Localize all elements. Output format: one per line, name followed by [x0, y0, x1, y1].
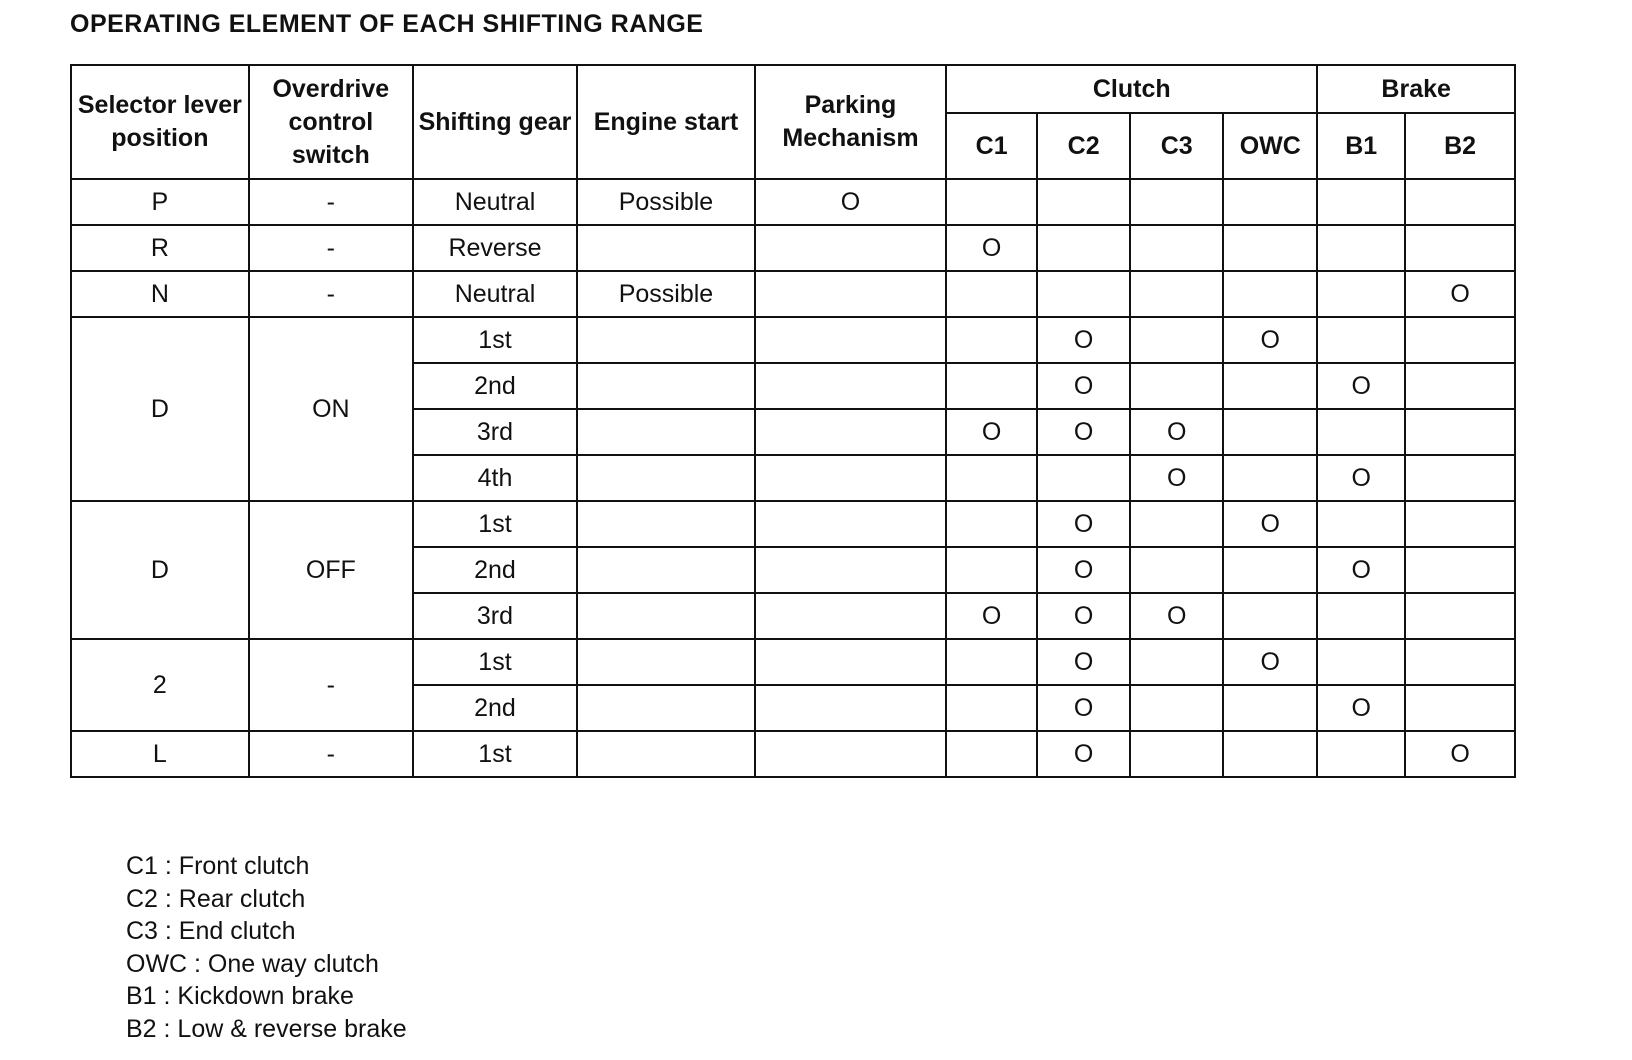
cell-b1 — [1317, 225, 1405, 271]
legend-item-b2: B2 : Low & reverse brake — [126, 1014, 407, 1043]
cell-c1 — [946, 731, 1037, 777]
cell-c2: O — [1037, 409, 1130, 455]
legend-item-c2: C2 : Rear clutch — [126, 884, 306, 913]
cell-gear: 2nd — [413, 685, 577, 731]
cell-parking — [755, 593, 946, 639]
cell-b2 — [1405, 225, 1515, 271]
header-owc: OWC — [1223, 113, 1317, 179]
header-c3: C3 — [1130, 113, 1223, 179]
cell-overdrive: ON — [249, 317, 413, 501]
cell-c3: O — [1130, 593, 1223, 639]
cell-gear: 1st — [413, 317, 577, 363]
cell-overdrive: - — [249, 271, 413, 317]
cell-gear: 1st — [413, 731, 577, 777]
cell-c2: O — [1037, 363, 1130, 409]
cell-gear: 1st — [413, 639, 577, 685]
cell-b1 — [1317, 271, 1405, 317]
cell-gear: 3rd — [413, 593, 577, 639]
cell-c1 — [946, 271, 1037, 317]
cell-engine — [577, 547, 755, 593]
cell-b2 — [1405, 363, 1515, 409]
cell-c2: O — [1037, 317, 1130, 363]
cell-c2: O — [1037, 685, 1130, 731]
cell-c3 — [1130, 363, 1223, 409]
cell-gear: 3rd — [413, 409, 577, 455]
cell-owc — [1223, 685, 1317, 731]
cell-c1 — [946, 363, 1037, 409]
legend — [126, 850, 407, 1045]
cell-c3 — [1130, 317, 1223, 363]
cell-overdrive: - — [249, 179, 413, 225]
cell-selector: R — [71, 225, 249, 271]
cell-c3 — [1130, 501, 1223, 547]
cell-c2 — [1037, 225, 1130, 271]
cell-owc — [1223, 455, 1317, 501]
table-row — [71, 271, 1515, 317]
cell-parking — [755, 317, 946, 363]
cell-b1 — [1317, 317, 1405, 363]
header-b1: B1 — [1317, 113, 1405, 179]
cell-selector: L — [71, 731, 249, 777]
cell-parking — [755, 639, 946, 685]
cell-c2 — [1037, 455, 1130, 501]
header-engine: Engine start — [577, 65, 755, 179]
table-row — [71, 317, 1515, 363]
cell-overdrive: - — [249, 731, 413, 777]
table-row — [71, 501, 1515, 547]
cell-gear: Neutral — [413, 179, 577, 225]
legend-item-b1: B1 : Kickdown brake — [126, 982, 354, 1010]
cell-owc: O — [1223, 639, 1317, 685]
cell-parking — [755, 685, 946, 731]
cell-b1 — [1317, 731, 1405, 777]
cell-owc — [1223, 225, 1317, 271]
cell-c2 — [1037, 179, 1130, 225]
cell-b2 — [1405, 501, 1515, 547]
cell-b2 — [1405, 685, 1515, 731]
cell-engine — [577, 639, 755, 685]
legend-item-c3: C3 : End clutch — [126, 917, 296, 945]
cell-b2: O — [1405, 271, 1515, 317]
cell-b1 — [1317, 179, 1405, 225]
cell-c3 — [1130, 731, 1223, 777]
cell-parking — [755, 731, 946, 777]
cell-c1 — [946, 639, 1037, 685]
cell-owc — [1223, 179, 1317, 225]
cell-owc: O — [1223, 317, 1317, 363]
cell-c1: O — [946, 409, 1037, 455]
cell-c3: O — [1130, 409, 1223, 455]
cell-c3 — [1130, 547, 1223, 593]
cell-engine — [577, 501, 755, 547]
cell-b2: O — [1405, 731, 1515, 777]
cell-parking — [755, 455, 946, 501]
header-overdrive: Overdrive control switch — [249, 65, 413, 179]
cell-engine — [577, 593, 755, 639]
cell-b1: O — [1317, 547, 1405, 593]
cell-selector: N — [71, 271, 249, 317]
cell-owc — [1223, 409, 1317, 455]
cell-selector: 2 — [71, 639, 249, 731]
cell-gear: 2nd — [413, 547, 577, 593]
cell-owc — [1223, 363, 1317, 409]
table-row — [71, 731, 1515, 777]
cell-c2: O — [1037, 731, 1130, 777]
cell-owc — [1223, 547, 1317, 593]
cell-parking — [755, 501, 946, 547]
table-row — [71, 639, 1515, 685]
cell-c1 — [946, 317, 1037, 363]
cell-engine — [577, 317, 755, 363]
cell-parking — [755, 225, 946, 271]
cell-c2: O — [1037, 547, 1130, 593]
cell-engine — [577, 225, 755, 271]
cell-c3 — [1130, 685, 1223, 731]
header-c1: C1 — [946, 113, 1037, 179]
cell-c1 — [946, 501, 1037, 547]
cell-b1: O — [1317, 455, 1405, 501]
cell-c1: O — [946, 225, 1037, 271]
cell-c1 — [946, 179, 1037, 225]
cell-gear: 4th — [413, 455, 577, 501]
cell-c2 — [1037, 271, 1130, 317]
cell-c3 — [1130, 225, 1223, 271]
cell-b1 — [1317, 593, 1405, 639]
cell-gear: Reverse — [413, 225, 577, 271]
cell-b2 — [1405, 455, 1515, 501]
cell-parking — [755, 409, 946, 455]
header-b2: B2 — [1405, 113, 1515, 179]
cell-overdrive: - — [249, 639, 413, 731]
table-row — [71, 225, 1515, 271]
cell-c1 — [946, 547, 1037, 593]
page-title: OPERATING ELEMENT OF EACH SHIFTING RANGE — [70, 10, 704, 38]
cell-engine: Possible — [577, 271, 755, 317]
cell-owc — [1223, 731, 1317, 777]
cell-parking — [755, 363, 946, 409]
cell-c1 — [946, 685, 1037, 731]
cell-b2 — [1405, 317, 1515, 363]
cell-b2 — [1405, 409, 1515, 455]
cell-engine — [577, 731, 755, 777]
cell-c3: O — [1130, 455, 1223, 501]
cell-c1: O — [946, 593, 1037, 639]
cell-b2 — [1405, 639, 1515, 685]
header-row-top — [71, 65, 1515, 113]
cell-c3 — [1130, 639, 1223, 685]
cell-engine — [577, 455, 755, 501]
cell-b1: O — [1317, 363, 1405, 409]
cell-owc — [1223, 271, 1317, 317]
header-clutch-group: Clutch — [946, 65, 1317, 113]
cell-b1 — [1317, 501, 1405, 547]
legend-item-owc: OWC : One way clutch — [126, 949, 379, 978]
cell-b2 — [1405, 547, 1515, 593]
header-selector: Selector lever position — [71, 65, 249, 179]
header-parking: Parking Mechanism — [755, 65, 946, 179]
cell-engine — [577, 685, 755, 731]
cell-c1 — [946, 455, 1037, 501]
cell-selector: P — [71, 179, 249, 225]
cell-gear: Neutral — [413, 271, 577, 317]
cell-b2 — [1405, 593, 1515, 639]
cell-owc — [1223, 593, 1317, 639]
cell-overdrive: OFF — [249, 501, 413, 639]
cell-gear: 2nd — [413, 363, 577, 409]
cell-c2: O — [1037, 501, 1130, 547]
cell-c2: O — [1037, 593, 1130, 639]
cell-c3 — [1130, 179, 1223, 225]
cell-c2: O — [1037, 639, 1130, 685]
cell-owc: O — [1223, 501, 1317, 547]
cell-b1 — [1317, 409, 1405, 455]
cell-gear: 1st — [413, 501, 577, 547]
cell-b1 — [1317, 639, 1405, 685]
table-row — [71, 179, 1515, 225]
cell-engine — [577, 363, 755, 409]
cell-parking — [755, 271, 946, 317]
cell-b2 — [1405, 179, 1515, 225]
cell-overdrive: - — [249, 225, 413, 271]
cell-engine — [577, 409, 755, 455]
legend-item-c1: C1 : Front clutch — [126, 852, 310, 880]
operating-element-table — [70, 64, 1516, 778]
cell-parking — [755, 547, 946, 593]
cell-selector: D — [71, 317, 249, 501]
cell-parking: O — [755, 179, 946, 225]
cell-selector: D — [71, 501, 249, 639]
cell-b1: O — [1317, 685, 1405, 731]
cell-engine: Possible — [577, 179, 755, 225]
cell-c3 — [1130, 271, 1223, 317]
header-gear: Shifting gear — [413, 65, 577, 179]
header-brake-group: Brake — [1317, 65, 1515, 113]
header-c2: C2 — [1037, 113, 1130, 179]
